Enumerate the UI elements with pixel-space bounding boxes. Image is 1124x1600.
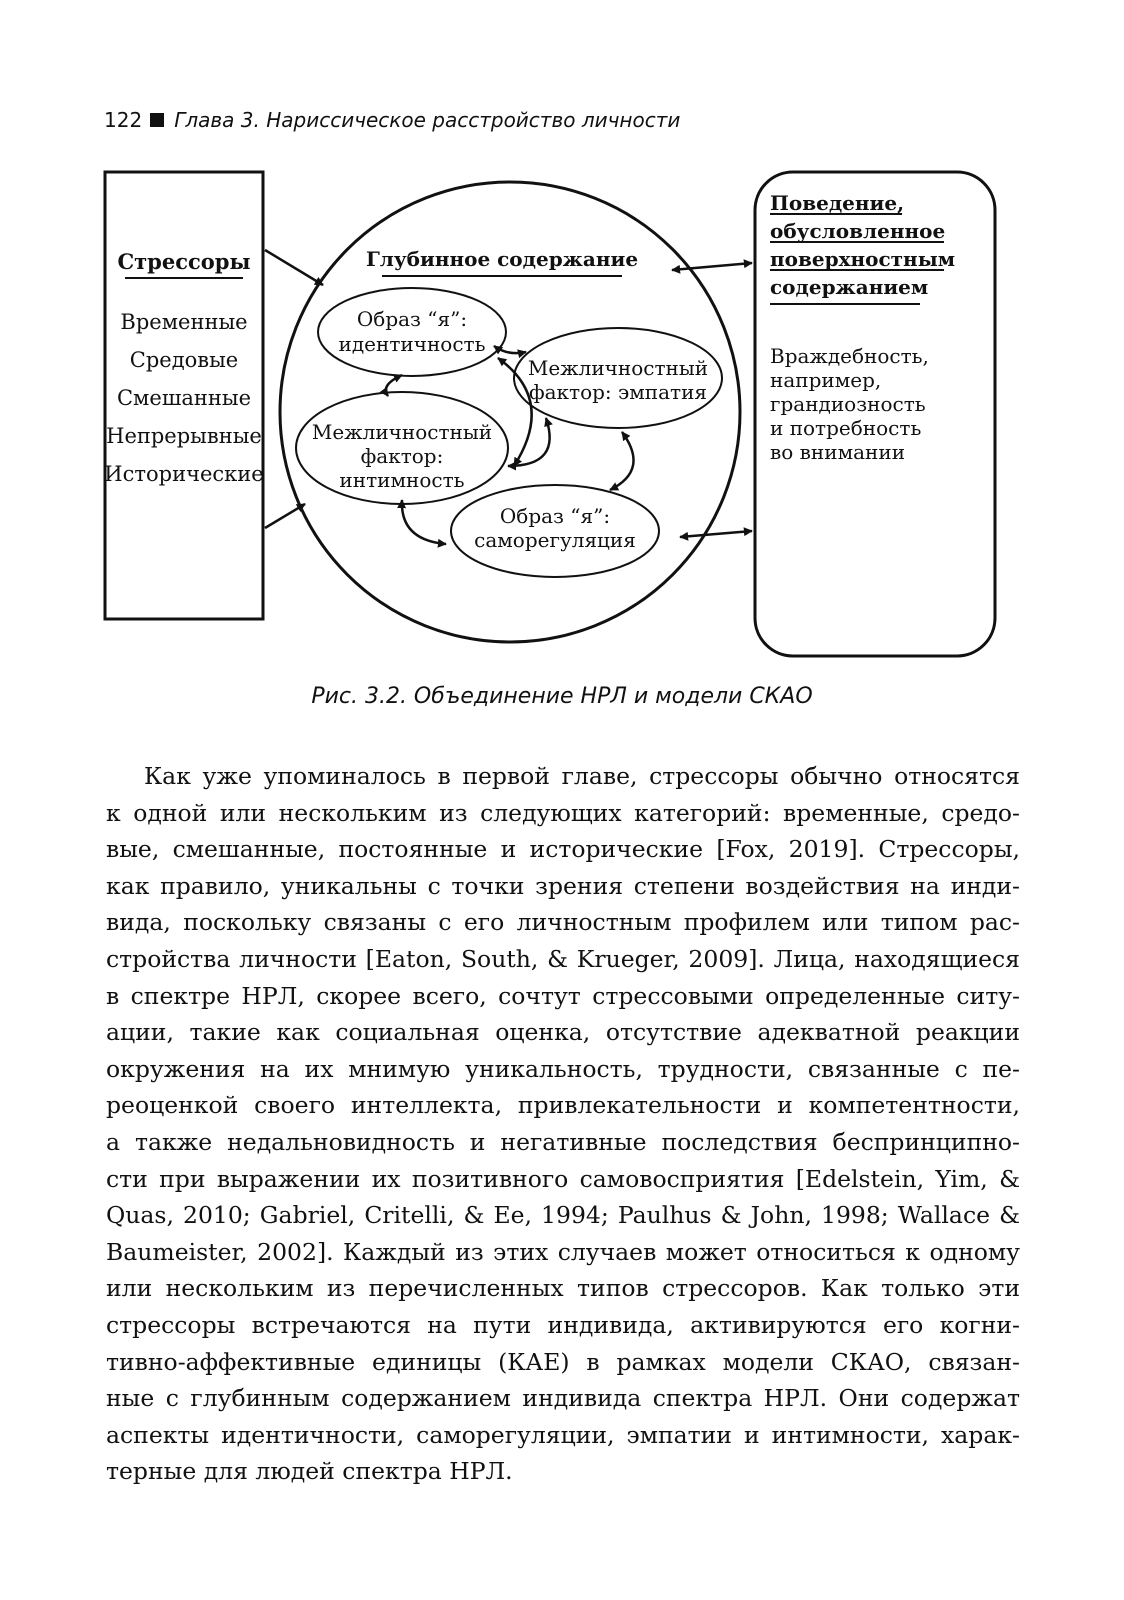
intimacy-label: Межличностный: [311, 420, 493, 444]
paragraph-line: Как уже упоминалось в первой главе, стрессоры обычно относятся: [144, 762, 1020, 790]
behavior-body: Враждебность,: [770, 344, 929, 368]
paragraph-line: терные для людей спектра НРЛ.: [106, 1457, 513, 1486]
paragraph-line: сти при выражении их позитивного самовосприятия [Edelstein, Yim, &: [106, 1164, 1020, 1193]
paragraph-line: Baumeister, 2002]. Каждый из этих случаев может относиться к одному: [106, 1237, 1020, 1266]
paragraph-line: в спектре НРЛ, скорее всего, сочтут стрессовыми определенные ситу-: [106, 981, 1020, 1010]
paragraph-line: аспекты идентичности, саморегуляции, эмпатии и интимности, харак-: [106, 1420, 1020, 1449]
stressor-item: Непрерывные: [106, 424, 262, 448]
behavior-body: и потребность: [770, 416, 922, 440]
behavior-title: обусловленное: [770, 219, 946, 243]
behavior-body: например,: [770, 368, 882, 392]
empathy-label: Межличностный: [527, 356, 709, 380]
paragraph-line: к одной или нескольким из следующих категорий: временные, средо-: [106, 798, 1020, 827]
behavior-body: грандиозность: [770, 392, 926, 416]
empathy-label: фактор: эмпатия: [528, 380, 708, 404]
arrow-empathy-intimacy: [508, 418, 550, 466]
self-identity-label: идентичность: [338, 332, 486, 356]
paragraph-line: а также недальновидность и негативные последствия беспринципно-: [106, 1127, 1020, 1156]
behavior-title: содержанием: [770, 275, 929, 299]
page-number: 122: [104, 108, 143, 132]
arrow-empathy-regulation: [610, 432, 634, 490]
paragraph-line: ации, такие как социальная оценка, отсутствие адекватной реакции: [106, 1018, 1020, 1047]
arrow-stressors-to-core-top: [265, 250, 323, 285]
arrow-intimacy-regulation: [402, 500, 446, 544]
stressor-item: Исторические: [104, 462, 264, 486]
paragraph-line: стрессоры встречаются на пути индивида, активируются его когни-: [106, 1310, 1020, 1339]
self-regulation-label: Образ “я”:: [499, 504, 611, 528]
paragraph-line: тивно-аффективные единицы (КАЕ) в рамках модели СКАО, связан-: [106, 1347, 1020, 1376]
arrow-core-behavior-top: [672, 263, 752, 270]
self-regulation-label: саморегуляция: [474, 528, 636, 552]
self-identity-label: Образ “я”:: [356, 307, 468, 331]
paragraph-line: или нескольким из перечисленных типов стрессоров. Как только эти: [106, 1274, 1020, 1303]
arrow-core-behavior-bottom: [680, 531, 752, 537]
behavior-body: во внимании: [770, 440, 906, 464]
paragraph-line: вида, поскольку связаны с его личностным профилем или типом рас-: [106, 908, 1020, 937]
arrow-identity-regulation: [498, 358, 532, 466]
paragraph-line: ные с глубинным содержанием индивида спектра НРЛ. Они содержат: [106, 1384, 1020, 1413]
paragraph-line: стройства личности [Eaton, South, & Krueger, 2009]. Лица, находящиеся: [106, 944, 1020, 973]
paragraph-line: вые, смешанные, постоянные и исторические [Fox, 2019]. Стрессоры,: [106, 835, 1020, 864]
paragraph-line: окружения на их мнимую уникальность, трудности, связанные с пе-: [106, 1054, 1020, 1083]
paragraph-line: как правило, уникальны с точки зрения степени воздействия на инди-: [106, 871, 1020, 900]
stressors-title: Стрессоры: [117, 249, 251, 274]
body-paragraph: [106, 758, 1020, 1490]
arrow-identity-empathy: [494, 346, 526, 353]
core-title: Глубинное содержание: [365, 247, 639, 271]
figure-caption: Рис. 3.2. Объединение НРЛ и модели СКАО: [311, 684, 813, 709]
intimacy-label: фактор:: [360, 444, 444, 468]
paragraph-line: реоценкой своего интеллекта, привлекательности и компетентности,: [106, 1091, 1020, 1120]
stressor-item: Смешанные: [116, 386, 252, 410]
stressor-item: Средовые: [129, 348, 239, 372]
intimacy-label: интимность: [339, 468, 465, 492]
arrow-stressors-to-core-bottom: [265, 504, 305, 528]
stressor-item: Временные: [120, 310, 248, 334]
behavior-title: поверхностным: [770, 247, 956, 271]
paragraph-line: Quas, 2010; Gabriel, Critelli, & Ee, 1994; Paulhus & John, 1998; Wallace &: [106, 1201, 1020, 1230]
figure-diagram: [0, 0, 1124, 680]
chapter-title: Глава 3. Нариссическое расстройство личности: [174, 108, 681, 132]
behavior-title: Поведение,: [770, 191, 905, 215]
